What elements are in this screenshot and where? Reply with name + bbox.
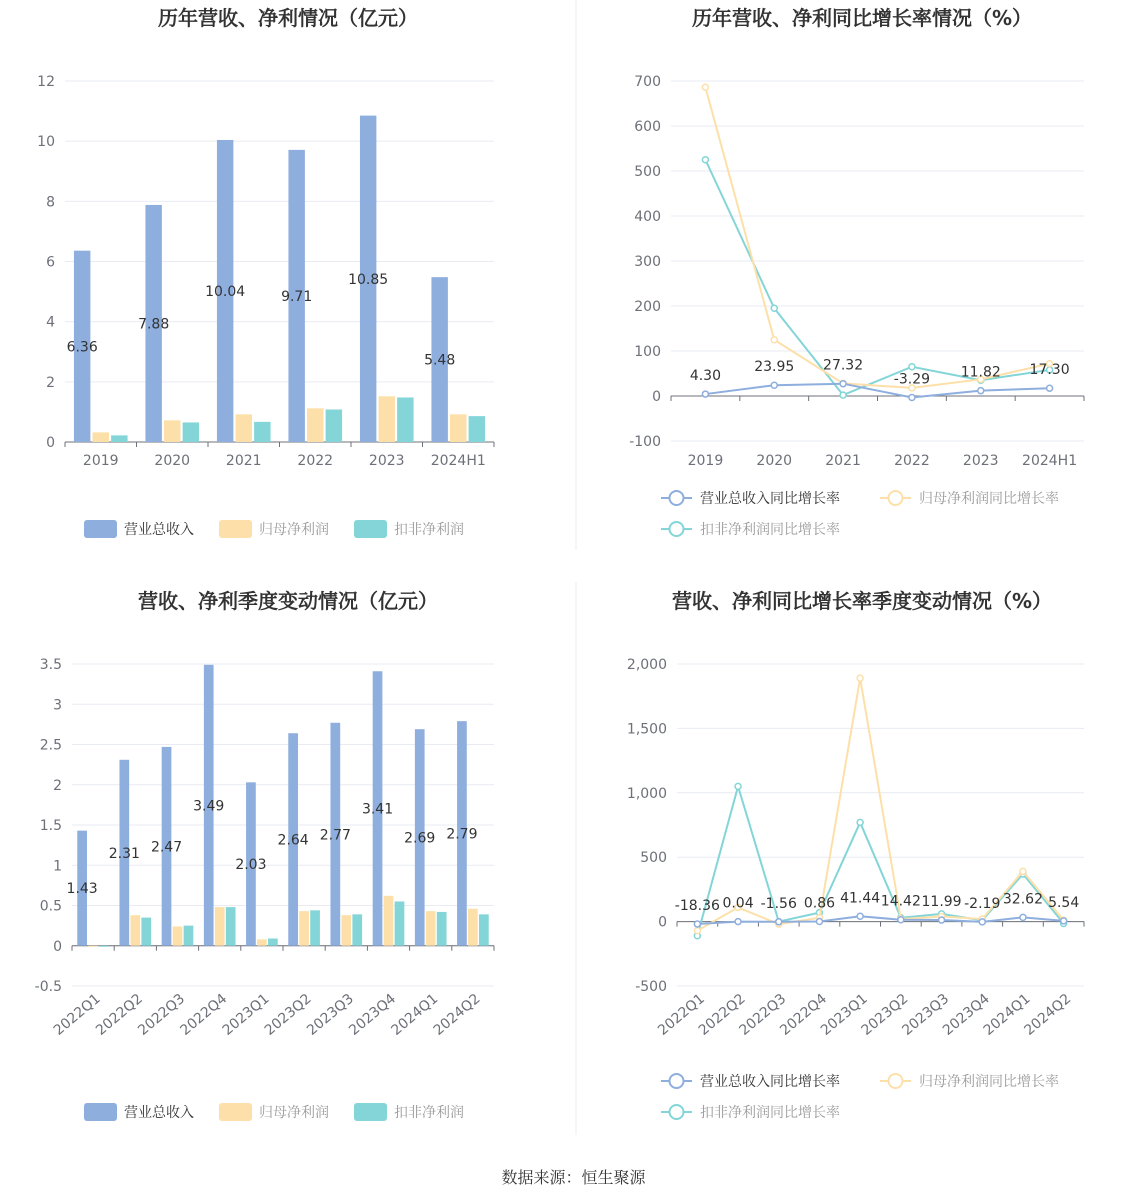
chart-panel-2 [629,6,1084,538]
x-tick-label: 2021 [825,453,861,469]
data-label: -18.36 [674,897,720,914]
legend-marker [889,491,903,505]
legend-label: 归母净利润同比增长率 [919,491,1059,507]
legend-label: 扣非净利润 [394,522,464,538]
x-tick-label: 2023 [962,453,999,469]
data-label: 5.54 [1048,894,1080,911]
legend-swatch [354,520,387,538]
data-point-1 [840,381,846,387]
data-point-2 [771,337,777,343]
y-tick-label: 1 [53,858,62,875]
x-tick-label: 2023Q3 [899,990,953,1039]
data-label: 10.04 [205,283,246,300]
x-tick-label: 2023Q2 [261,990,315,1039]
y-tick-label: 4 [46,314,55,331]
data-point-1 [1047,385,1053,391]
y-tick-label: 200 [634,299,661,315]
y-tick-label: 700 [634,74,661,90]
bar-2 [215,907,225,946]
data-point-1 [978,388,984,394]
data-label: -1.56 [760,895,797,912]
data-point-1 [898,917,904,923]
data-point-1 [771,382,777,388]
x-tick-label: 2019 [82,453,119,469]
bar-3 [437,912,447,946]
legend [661,1073,1059,1121]
data-point-2 [702,84,708,90]
data-label: 2.03 [235,857,267,874]
y-tick-label: 600 [634,119,661,135]
x-tick-label: 2023Q3 [304,990,357,1039]
y-tick-label: 2 [53,777,62,794]
legend-marker [889,1074,903,1088]
y-tick-label: 300 [634,254,661,270]
x-tick-label: 2021 [225,453,262,469]
chart-panel-1 [37,6,494,538]
chart-title: 历年营收、净利同比增长率情况（%） [691,6,1033,30]
x-tick-label: 2024Q2 [430,990,484,1039]
bar-2 [236,414,252,442]
legend-swatch [84,520,117,538]
x-tick-label: 2022Q1 [655,990,708,1039]
legend-marker [670,1074,684,1088]
bar-2 [450,414,466,442]
x-tick-label: 2023Q1 [817,990,871,1039]
y-tick-label: 0 [652,389,661,405]
legend [84,520,464,538]
data-point-1 [735,919,741,925]
data-point-3 [735,783,741,789]
x-tick-label: 2020 [154,453,191,469]
y-tick-label: 0 [658,914,667,931]
data-point-1 [694,921,700,927]
bar-2 [426,911,436,946]
x-tick-label: 2022 [894,453,930,469]
data-label: 11.82 [960,364,1001,381]
data-label: 2.64 [277,832,309,849]
x-tick-label: 2023 [368,453,405,469]
y-tick-label: 6 [46,254,55,271]
bar-3 [184,926,194,946]
data-point-1 [776,919,782,925]
bar-3 [395,901,405,945]
chart-panel-3 [35,589,494,1121]
chart-title: 营收、净利同比增长率季度变动情况（%） [671,589,1053,613]
x-tick-label: 2022 [297,453,334,469]
bar-2 [384,896,394,946]
data-label: 2.31 [108,845,140,862]
data-label: 32.62 [1002,891,1043,908]
legend-label: 营业总收入 [124,522,194,538]
data-label: 0.86 [803,895,836,912]
chart-title: 历年营收、净利情况（亿元） [158,6,418,30]
y-tick-label: 12 [37,74,55,90]
y-tick-label: 1,500 [626,721,667,738]
y-tick-label: 8 [46,194,55,211]
y-tick-label: 10 [37,134,55,151]
y-tick-label: 0 [46,435,55,451]
bar-2 [341,915,351,946]
x-tick-label: 2022Q2 [93,990,146,1039]
data-label: 3.41 [361,801,394,818]
legend-label: 营业总收入同比增长率 [700,491,840,507]
data-point-1 [909,394,915,400]
data-point-3 [909,364,915,370]
data-label: 9.71 [281,288,313,305]
y-tick-label: 500 [640,850,667,867]
data-label: 27.32 [823,357,864,374]
data-point-1 [816,918,822,924]
chart-panel-4 [627,589,1084,1121]
data-label: 6.36 [66,339,98,356]
y-tick-label: 0.5 [39,898,62,915]
bar-2 [173,926,183,945]
y-tick-label: -0.5 [34,979,62,995]
x-tick-label: 2024H1 [1022,453,1078,469]
data-label: 0.04 [722,895,754,912]
bar-2 [164,420,180,442]
legend-label: 归母净利润 [259,1105,329,1121]
legend-marker [670,1105,684,1119]
legend-swatch [219,1103,252,1121]
legend-swatch [219,520,252,538]
x-tick-label: 2022Q1 [50,990,104,1039]
chart-title: 营收、净利季度变动情况（亿元） [138,589,438,613]
x-tick-label: 2023Q4 [939,990,993,1039]
data-label: 7.88 [138,316,170,333]
x-tick-label: 2022Q4 [777,990,831,1039]
data-point-1 [979,919,985,925]
data-point-1 [1020,914,1026,920]
bar-2 [379,396,395,442]
data-label: 4.30 [689,368,722,385]
legend-label: 归母净利润 [259,522,329,538]
data-point-1 [1061,918,1067,924]
data-label: 23.95 [754,359,795,376]
bar-3 [99,946,109,947]
y-tick-label: 400 [634,209,661,225]
data-point-3 [840,392,846,398]
data-label: 2.69 [404,830,436,847]
bar-2 [88,946,98,947]
x-tick-label: 2022Q3 [135,990,189,1039]
bar-3 [326,410,342,442]
data-label: 10.85 [348,271,389,288]
data-label: 41.44 [840,890,881,907]
x-tick-label: 2022Q2 [695,990,749,1039]
legend [84,1103,464,1121]
bar-3 [141,918,151,946]
legend-marker [670,491,684,505]
y-tick-label: 1,000 [626,785,667,802]
bar-2 [257,939,267,945]
data-source: 数据来源：恒生聚源 [501,1168,646,1187]
legend-label: 归母净利润同比增长率 [919,1074,1059,1090]
data-label: 1.43 [66,881,98,898]
data-label: 2.47 [150,839,183,856]
data-label: -2.19 [964,895,1001,912]
x-tick-label: 2024Q1 [980,990,1034,1039]
x-tick-label: 2019 [687,453,724,469]
bar-3 [183,422,199,442]
data-label: 11.99 [921,894,962,911]
y-tick-label: -100 [629,434,661,450]
bar-2 [299,911,309,946]
bar-3 [254,422,270,442]
y-tick-label: 0 [53,938,62,955]
y-tick-label: 3.5 [39,657,62,673]
legend-label: 扣非净利润 [394,1105,464,1121]
bar-2 [468,909,478,946]
legend-swatch [354,1103,387,1121]
x-tick-label: 2022Q4 [177,990,231,1039]
data-label: -3.29 [893,371,931,388]
y-tick-label: 2,000 [626,657,667,673]
bar-2 [93,432,109,442]
data-point-2 [694,928,700,934]
legend-label: 扣非净利润同比增长率 [700,1105,840,1121]
legend-label: 营业总收入 [124,1105,194,1121]
x-tick-label: 2020 [756,453,793,469]
x-tick-label: 2023Q2 [858,990,912,1039]
x-tick-label: 2024Q1 [388,990,442,1039]
legend-swatch [84,1103,117,1121]
x-tick-label: 2023Q1 [219,990,273,1039]
legend [661,490,1059,538]
y-tick-label: 1.5 [39,818,62,834]
data-label: 2.79 [446,826,478,843]
y-tick-label: -500 [635,979,667,995]
bar-3 [479,914,489,945]
y-tick-label: 500 [634,164,661,180]
bar-3 [226,907,236,946]
legend-label: 营业总收入同比增长率 [700,1074,840,1090]
data-point-2 [857,675,863,681]
y-tick-label: 3 [53,697,62,714]
bar-3 [268,939,278,946]
data-point-3 [857,819,863,825]
y-tick-label: 2 [46,374,55,391]
bar-2 [130,915,140,946]
y-tick-label: 100 [634,344,661,360]
bar-3 [111,435,127,442]
data-label: 17.30 [1029,362,1070,379]
x-tick-label: 2024Q2 [1021,990,1075,1039]
bar-2 [307,408,323,442]
bar-3 [469,416,485,442]
data-point-3 [702,157,708,163]
data-point-1 [702,391,708,397]
bar-3 [310,910,320,945]
data-point-1 [939,917,945,923]
data-point-3 [771,305,777,311]
series-line-2 [705,87,1049,388]
x-tick-label: 2024H1 [430,453,486,469]
y-tick-label: 2.5 [39,737,62,754]
legend-label: 扣非净利润同比增长率 [700,522,840,538]
data-label: 3.49 [193,798,225,815]
legend-marker [670,522,684,536]
data-point-1 [857,913,863,919]
data-label: 5.48 [424,352,456,369]
data-label: 14.42 [880,893,921,910]
x-tick-label: 2022Q3 [736,990,790,1039]
x-tick-label: 2023Q4 [346,990,400,1039]
data-point-2 [1020,868,1026,874]
bar-3 [397,397,413,442]
bar-3 [352,914,362,945]
data-label: 2.77 [319,827,351,844]
